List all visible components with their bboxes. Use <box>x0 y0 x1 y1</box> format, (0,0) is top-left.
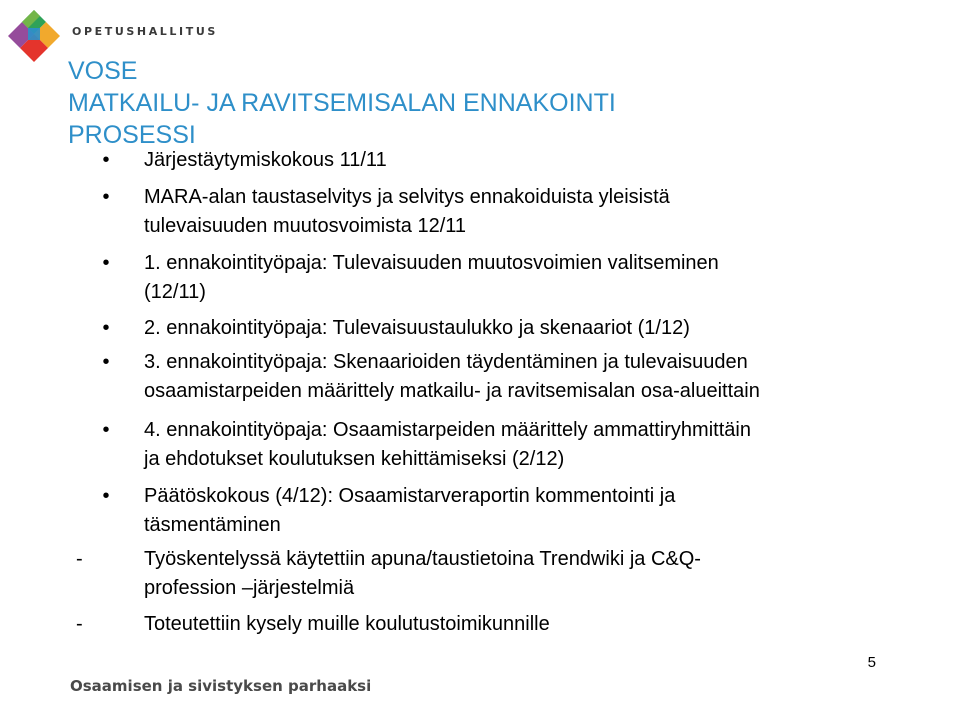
list-item-text: tulevaisuuden muutosvoimista 12/11 <box>144 215 467 237</box>
bullet-marker: • <box>102 186 110 208</box>
dash-marker: - <box>76 548 83 570</box>
list-item-text: 3. ennakointityöpaja: Skenaarioiden täydentäminen ja tulevaisuuden <box>144 351 748 373</box>
bullet-marker: • <box>102 419 110 441</box>
list-item-text: 1. ennakointityöpaja: Tulevaisuuden muutosvoimien valitseminen <box>144 252 719 274</box>
slide-title <box>68 55 908 151</box>
title-line: MATKAILU- JA RAVITSEMISALAN ENNAKOINTI <box>68 89 616 117</box>
title-line: VOSE <box>68 57 138 85</box>
list-item-text: Työskentelyssä käytettiin apuna/taustietoina Trendwiki ja C&Q- <box>144 548 701 570</box>
list-item-text: osaamistarpeiden määrittely matkailu- ja ravitsemisalan osa-alueittain <box>144 380 760 402</box>
page-number: 5 <box>867 654 876 671</box>
list-item-text: MARA-alan taustaselvitys ja selvitys ennakoiduista yleisistä <box>144 186 670 208</box>
list-item-text: Päätöskokous (4/12): Osaamistarveraportin kommentointi ja <box>144 485 676 507</box>
list-item-text: Toteutettiin kysely muille koulutustoimikunnille <box>144 613 550 635</box>
list-item-text: profession –järjestelmiä <box>144 577 355 599</box>
bullet-marker: • <box>102 485 110 507</box>
list-item-text: 4. ennakointityöpaja: Osaamistarpeiden määrittely ammattiryhmittäin <box>144 419 751 441</box>
footer-slogan: Osaamisen ja sivistyksen parhaaksi <box>70 677 372 695</box>
list-item-text: (12/11) <box>144 281 206 303</box>
bullet-marker: • <box>102 317 110 339</box>
dash-marker: - <box>76 613 83 635</box>
title-line: PROSESSI <box>68 121 196 149</box>
opetushallitus-logo-icon <box>6 8 62 64</box>
list-item-text: 2. ennakointityöpaja: Tulevaisuustaulukko ja skenaariot (1/12) <box>144 317 690 339</box>
list-item-text: ja ehdotukset koulutuksen kehittämiseksi (2/12) <box>144 448 565 470</box>
list-item-text: täsmentäminen <box>144 514 281 536</box>
list-item-text: Järjestäytymiskokous 11/11 <box>144 149 387 171</box>
bullet-marker: • <box>102 252 110 274</box>
bullet-marker: • <box>102 149 110 171</box>
logo-text: OPETUSHALLITUS <box>72 25 218 38</box>
bullet-marker: • <box>102 351 110 373</box>
